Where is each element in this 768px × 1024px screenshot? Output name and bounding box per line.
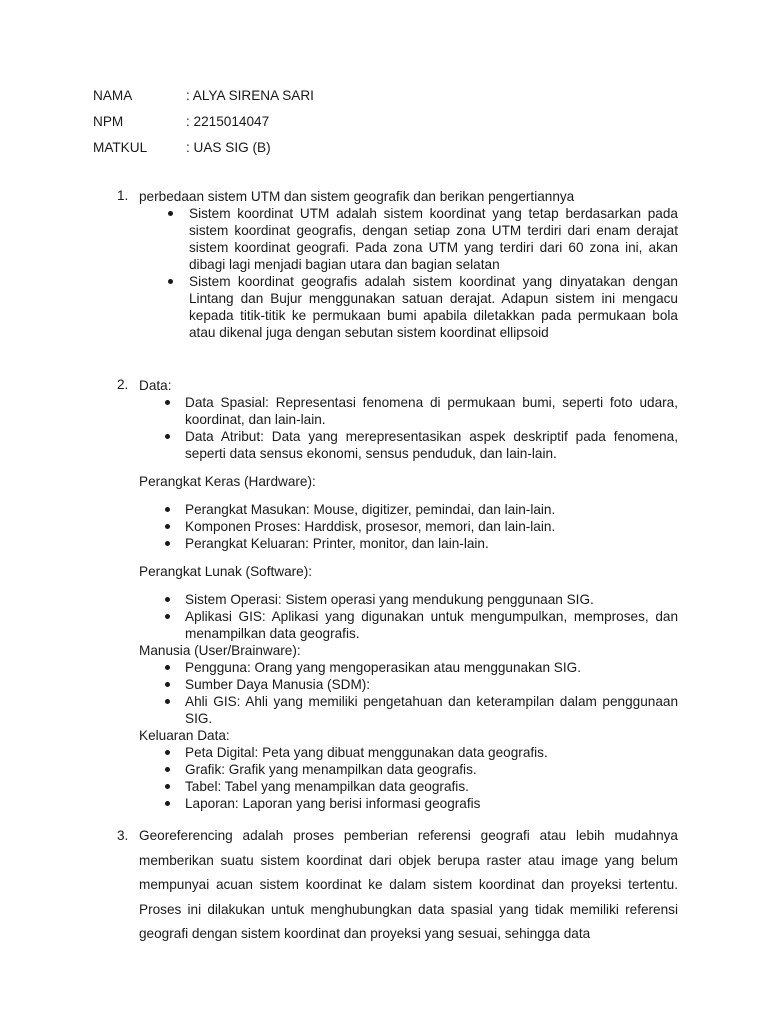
- name-value: : ALYA SIRENA SARI: [186, 88, 314, 103]
- bullet-icon: [165, 682, 170, 687]
- course-label: MATKUL: [93, 140, 148, 155]
- bullet-icon: [165, 541, 170, 546]
- data-list: [139, 394, 678, 462]
- brainware-list: [139, 659, 678, 727]
- list-item: Data Atribut: Data yang merepresentasikan aspek deskriptif pada fenomena, seperti data sensus ekonomi, sensus penduduk, dan lain-lain.: [139, 428, 678, 462]
- bullet-icon: [165, 767, 170, 772]
- list-item: Laporan: Laporan yang berisi informasi geografis: [139, 795, 678, 812]
- npm-label: NPM: [93, 114, 124, 129]
- software-heading: Perangkat Lunak (Software):: [139, 564, 313, 579]
- bullet-icon: [165, 699, 170, 704]
- bullet-icon: [165, 434, 170, 439]
- course-value: : UAS SIG (B): [186, 140, 271, 155]
- question-number: 3.: [117, 828, 129, 843]
- bullet-icon: [165, 750, 170, 755]
- bullet-icon: [165, 400, 170, 405]
- question-number: 2.: [117, 377, 129, 392]
- hardware-list: [139, 501, 678, 552]
- list-item: Aplikasi GIS: Aplikasi yang digunakan untuk mengumpulkan, memproses, dan menampilkan data geografis.: [139, 608, 678, 642]
- question-1: [93, 188, 678, 341]
- bullet-icon: [165, 665, 170, 670]
- bullet-icon: [165, 524, 170, 529]
- list-item: Perangkat Masukan: Mouse, digitizer, pemindai, dan lain-lain.: [139, 501, 678, 518]
- question-number: 1.: [117, 188, 129, 203]
- hardware-heading: Perangkat Keras (Hardware):: [139, 474, 316, 489]
- bullet-icon: [165, 507, 170, 512]
- list-item: Komponen Proses: Harddisk, prosesor, memori, dan lain-lain.: [139, 518, 678, 535]
- npm-value: : 2215014047: [186, 114, 270, 129]
- question-title: Data:: [139, 378, 172, 393]
- list-item: Tabel: Tabel yang menampilkan data geografis.: [139, 778, 678, 795]
- bullet-icon: [165, 614, 170, 619]
- software-list: [139, 591, 678, 642]
- output-list: [139, 744, 678, 812]
- answer-list: [139, 205, 678, 341]
- list-item: Sistem koordinat geografis adalah sistem koordinat yang dinyatakan dengan Lintang dan Bujur menggunakan satuan derajat. Adapun sistem ini mengacu kepada titik-titik ke permukaan bumi apabila diletakkan pada permukaan bola atau dikenal juga dengan sebutan sistem koordinat ellipsoid: [139, 273, 678, 341]
- name-label: NAMA: [93, 88, 133, 103]
- bullet-icon: [165, 801, 170, 806]
- list-item: Grafik: Grafik yang menampilkan data geografis.: [139, 761, 678, 778]
- list-item: Ahli GIS: Ahli yang memiliki pengetahuan dan keterampilan dalam penggunaan SIG.: [139, 693, 678, 727]
- list-item: Perangkat Keluaran: Printer, monitor, dan lain-lain.: [139, 535, 678, 552]
- question-title: perbedaan sistem UTM dan sistem geografik dan berikan pengertiannya: [139, 189, 575, 204]
- list-item: Data Spasial: Representasi fenomena di permukaan bumi, seperti foto udara, koordinat, dan lain-lain.: [139, 394, 678, 428]
- list-item: Peta Digital: Peta yang dibuat menggunakan data geografis.: [139, 744, 678, 761]
- output-heading: Keluaran Data:: [139, 728, 230, 743]
- bullet-icon: [168, 211, 173, 216]
- brainware-heading: Manusia (User/Brainware):: [139, 643, 301, 658]
- list-item: Pengguna: Orang yang mengoperasikan atau menggunakan SIG.: [139, 659, 678, 676]
- question-3: [93, 824, 678, 947]
- bullet-icon: [165, 784, 170, 789]
- bullet-icon: [168, 279, 173, 284]
- list-item: Sistem koordinat UTM adalah sistem koordinat yang tetap berdasarkan pada sistem koordinat geografis, dengan setiap zona UTM terdiri dari enam derajat sistem koordinat geografi. Pada zona UTM yang terdiri dari 60 zona ini, akan dibagi lagi menjadi bagian utara dan bagian selatan: [139, 205, 678, 273]
- list-item: Sumber Daya Manusia (SDM):: [139, 676, 678, 693]
- list-item: Sistem Operasi: Sistem operasi yang mendukung penggunaan SIG.: [139, 591, 678, 608]
- answer-paragraph: Georeferencing adalah proses pemberian referensi geografi atau lebih mudahnya memberikan suatu sistem koordinat dari objek berupa raster atau image yang belum mempunyai acuan sistem koordinat ke dalam sistem koordinat dan proyeksi tertentu. Proses ini dilakukan untuk menghubungkan data spasial yang tidak memiliki referensi geografi dengan sistem koordinat dan proyeksi yang sesuai, sehingga data: [139, 828, 678, 941]
- bullet-icon: [165, 597, 170, 602]
- question-2: [93, 377, 678, 812]
